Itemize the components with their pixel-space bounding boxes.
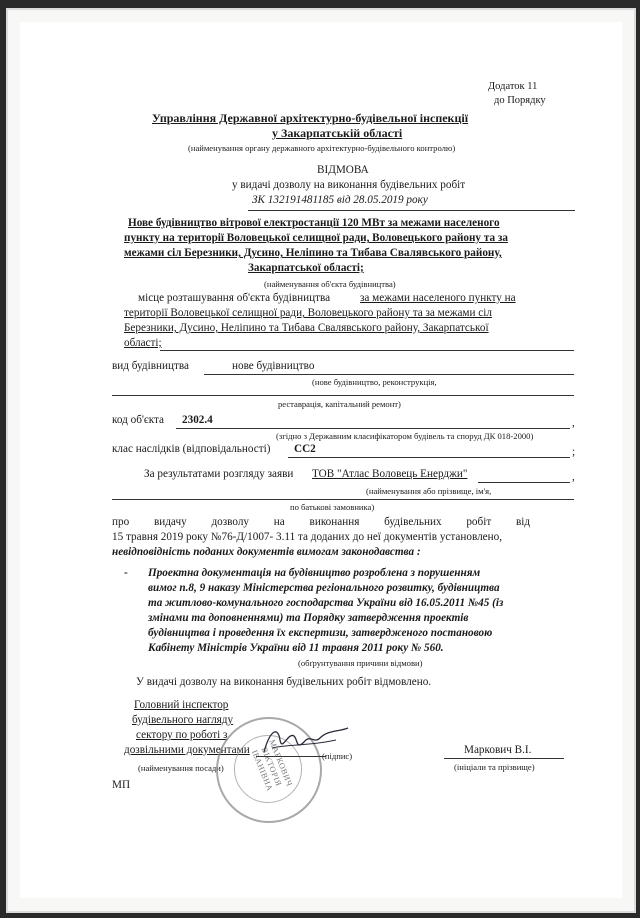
object-name-caption: (найменування об'єкта будівництва) (264, 279, 396, 289)
construction-type-label: вид будівництва (112, 360, 189, 372)
object-name-line4: Закарпатської області; (248, 262, 364, 274)
construction-type-value: нове будівництво (232, 360, 315, 372)
code-caption: (згідно з Державним класифікатором будівель та споруд ДК 018-2000) (276, 431, 534, 441)
object-name-line1: Нове будівництво вітрової електростанції 120 МВт за межами населеного (128, 217, 500, 229)
reason-line1: Проектна документація на будівництво розроблена з порушенням (148, 567, 481, 579)
reason-line5: будівництва і проведення їх експертизи, затвердженого постановою (148, 627, 493, 639)
annex-label: Додаток 11 (488, 81, 538, 92)
class-value: СС2 (294, 443, 316, 455)
applicant-caption2: по батькові замовника) (290, 502, 375, 512)
authority-line2: у Закарпатській області (272, 126, 403, 140)
location-label: місце розташування об'єкта будівництва (138, 292, 331, 304)
applicant-caption1: (найменування або прізвище, ім'я, (366, 486, 492, 496)
registration-number: ЗК 132191481185 від 28.05.2019 року (252, 194, 428, 206)
reason-line2: вимог п.8, 9 наказу Міністерства регіонального розвитку, будівництва (148, 582, 500, 594)
signature-caption: (підпис) (322, 751, 353, 761)
position-caption: (найменування посади) (138, 763, 224, 773)
document-title: ВІДМОВА (317, 164, 369, 176)
location-line3: Березники, Дусино, Неліпино та Тибава Свалявського району, Закарпатської (124, 322, 489, 334)
body-line2: 15 травня 2019 року №76-Д/1007- 3.11 та доданих до неї документів установлено, (112, 531, 503, 543)
authority-line1: Управління Державної архітектурно-будівельної інспекції (152, 111, 469, 125)
document-page: Додаток 11 до Порядку Управління Державної архітектурно-будівельної інспекції у Закарпатській області (найменування органу державного архітектурно-будівельного контролю) ВІДМОВА у видачі дозволу на виконання будівельних робіт ЗК 132191481185 від 28.05.2019 року Нове будівництво вітрової електростанції 120 МВт за межами населеного пункту на території Воловецької селищної ради, Воловецького району та за межами сіл Березники, Дусино, Неліпино та Тибава Свалявського району, Закарпатської області; (найменування об'єкта будівництва) місце розташування об'єкта будівництва за межами населеного пункту на території Воловецької селищної ради, Воловецького району та за межами сіл Березники, Дусино, Неліпино та Тибава Свалявського району, Закарпатської області; вид будівництва нове будівництво (нове будівництво, реконструкція, реставрація, капітальний ремонт) код об'єкта 2302.4 , (згідно з Державним класифікатором будівель та споруд ДК 018-2000) клас наслідків (відповідальності) СС2 ; За результатами розгляду заяви ТОВ "Атлас Воловець Енерджи" , (найменування або прізвище, ім'я, по батькові замовника) про видачу дозволу на виконання будівельних робіт від 15 травня 2019 року №76-Д/1007- 3.11 та доданих до неї документів установлено, невідповідність поданих документів вимогам законодавства : - Проектна документація на будівництво розроблена з порушенням вимог п.8, 9 наказу Міністерства регіонального розвитку, будівництва та житлово-комунального господарства України від 16.05.2011 №45 (із змінами та доповненнями) та Порядку затвердження проектів будівництва і проведення їх експертизи, затвердженого постановою Кабінету Міністрів України від 11 травня 2011 року № 560. (обґрунтування причини відмови) У видачі дозволу на виконання будівельних робіт відмовлено. Головний інспектор будівельного нагляду сектору по роботі з дозвільними документами (найменування посади) МАРКОВИЧ ВІКТОРІЯ ІВАНІВНА (підпис) Маркович В.І. (ініціали та прізвище) МП (20, 22, 622, 898)
document-frame (6, 8, 636, 913)
construction-type-caption1: (нове будівництво, реконструкція, (312, 377, 437, 387)
document-subtitle: у видачі дозволу на виконання будівельних робіт (232, 179, 466, 191)
position-line4: дозвільними документами (124, 744, 250, 756)
stamp-place-mp: МП (112, 779, 131, 791)
conclusion: У видачі дозволу на виконання будівельних робіт відмовлено. (136, 676, 432, 688)
reason-line3: та житлово-комунального господарства України від 16.05.2011 №45 (із (148, 597, 504, 609)
seal-text: МАРКОВИЧ ВІКТОРІЯ ІВАНІВНА (249, 738, 295, 793)
reason-line6: Кабінету Міністрів України від 11 травня 2011 року № 560. (148, 642, 444, 654)
position-line1: Головний інспектор (134, 699, 229, 711)
applicant-intro: За результатами розгляду заяви (144, 468, 294, 480)
nonconformity-colon: : (414, 546, 421, 558)
location-line1: за межами населеного пункту на (360, 292, 516, 304)
code-label: код об'єкта (112, 414, 165, 426)
body-line3 (112, 546, 421, 558)
signer-name: Маркович В.І. (464, 744, 532, 756)
position-line2: будівельного нагляду (132, 714, 234, 726)
location-line4: області; (124, 337, 162, 349)
annex-ref: до Порядку (494, 95, 546, 106)
object-name-line2: пункту на території Воловецької селищної ради, Воловецького району та за (124, 232, 508, 244)
signer-caption: (ініціали та прізвище) (454, 762, 535, 772)
reason-caption: (обґрунтування причини відмови) (298, 658, 423, 668)
body-line1: про видачу дозволу на виконання будівельних робіт від (112, 516, 531, 528)
location-line2: території Воловецької селищної ради, Воловецького району та за межами сіл (124, 307, 492, 319)
construction-type-caption2: реставрація, капітальний ремонт) (278, 399, 401, 409)
authority-caption: (найменування органу державного архітектурно-будівельного контролю) (188, 143, 456, 153)
class-label: клас наслідків (відповідальності) (112, 443, 271, 455)
object-name-line3: межами сіл Березники, Дусино, Неліпино та Тибава Свалявського району, (124, 247, 502, 259)
reason-bullet: - (124, 567, 128, 579)
applicant-name: ТОВ "Атлас Воловець Енерджи" (312, 468, 468, 480)
reason-line4: змінами та доповненнями) та Порядку затвердження проектів (148, 612, 469, 624)
position-line3: сектору по роботі з (136, 729, 228, 741)
code-value: 2302.4 (182, 414, 213, 426)
nonconformity-text: невідповідність поданих документів вимогам законодавства (112, 546, 415, 558)
